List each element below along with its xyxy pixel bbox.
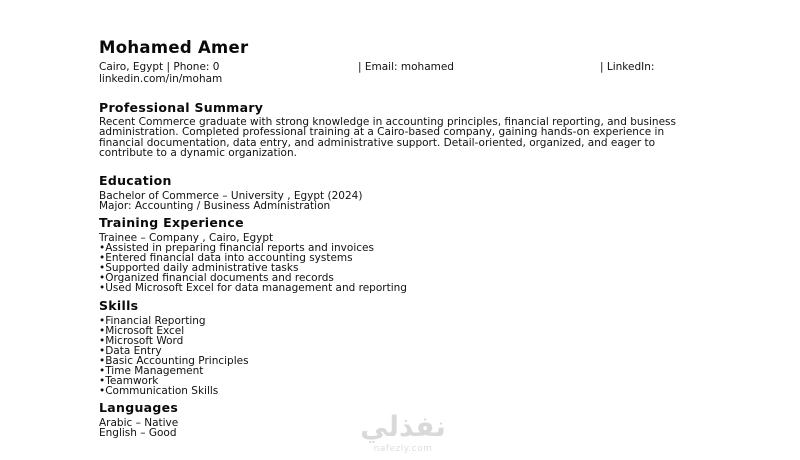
section-training — [99, 215, 407, 293]
skills-list — [99, 316, 249, 396]
list-item: • Microsoft Word — [99, 336, 249, 346]
linkedin-label: | LinkedIn: — [600, 61, 655, 73]
candidate-name: Mohamed Amer — [99, 38, 249, 57]
section-skills — [99, 298, 249, 396]
contact-line — [99, 62, 699, 74]
section-title-summary: Professional Summary — [99, 100, 264, 115]
language-item: English – Good — [99, 427, 177, 440]
list-item: • Time Management — [99, 366, 249, 376]
email: | Email: mohamed — [358, 61, 454, 73]
section-title-languages: Languages — [99, 400, 179, 415]
list-item: • Supported daily administrative tasks — [99, 263, 407, 273]
section-education — [99, 173, 362, 211]
training-list — [99, 243, 407, 293]
list-item: • Teamwork — [99, 376, 249, 386]
list-item: • Basic Accounting Principles — [99, 356, 249, 366]
section-summary — [99, 100, 699, 158]
location-phone: Cairo, Egypt | Phone: 0 — [99, 61, 220, 73]
watermark-logo — [348, 410, 458, 458]
section-languages — [99, 400, 178, 438]
list-item: • Financial Reporting — [99, 316, 249, 326]
resume-header — [99, 38, 699, 85]
list-item: • Entered financial data into accounting systems — [99, 253, 407, 263]
watermark-text: نفذلي — [360, 410, 446, 443]
list-item: • Assisted in preparing financial reports and invoices — [99, 243, 407, 253]
training-role: Trainee – Company , Cairo, Egypt — [99, 232, 274, 244]
education-degree: Bachelor of Commerce – University , Egypt (2024) — [99, 190, 363, 202]
list-item: • Organized financial documents and records — [99, 273, 407, 283]
watermark-subtext: nafezly.com — [373, 444, 433, 454]
education-major: Major: Accounting / Business Administration — [99, 200, 331, 213]
list-item: • Communication Skills — [99, 386, 249, 396]
list-item: • Used Microsoft Excel for data management and reporting — [99, 283, 407, 293]
section-title-training: Training Experience — [99, 215, 244, 230]
linkedin-url: linkedin.com/in/moham — [99, 72, 223, 85]
section-title-education: Education — [99, 173, 172, 188]
summary-text: Recent Commerce graduate with strong knowledge in accounting principles, financial reporting, and business administration. Completed professional training at a Cairo-based company, gaining hands-on experience in financial documentation, data entry, and administrative support. Detail-oriented, organized, and eager to contribute to a dynamic organization. — [99, 116, 676, 159]
list-item: • Microsoft Excel — [99, 326, 249, 336]
language-item: Arabic – Native — [99, 417, 179, 429]
list-item: • Data Entry — [99, 346, 249, 356]
section-title-skills: Skills — [99, 298, 139, 313]
